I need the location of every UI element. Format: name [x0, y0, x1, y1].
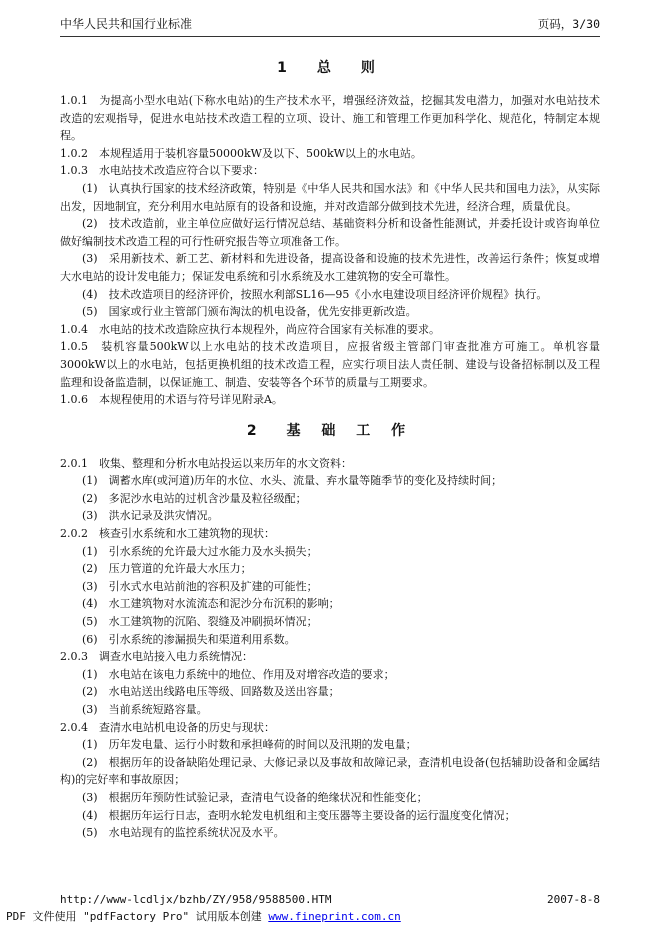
- list-item: (3) 洪水记录及洪灾情况。: [82, 509, 219, 523]
- list-item: (2) 水电站送出线路电压等级、回路数及送出容量；: [82, 685, 340, 699]
- clause-paragraph: 1.0.3 水电站技术改造应符合以下要求：: [60, 164, 264, 178]
- clause-paragraph: 2.0.3 调查水电站接入电力系统情况：: [60, 650, 253, 664]
- clause-paragraph: 1.0.5 装机容量500kW以上水电站的技术改造项目，应报省级主管部门审查批准方可施工。单机容量3000kW以上的水电站，包括更换机组的技术改造工程，应实行项目法人责任制、建设与设备招标制以及工程监理和设备监造制，以保证施工、制造、安装等各个环节的质量与工期要求。: [60, 340, 600, 389]
- list-item: (3) 根据历年预防性试验记录，查清电气设备的绝缘状况和性能变化；: [82, 790, 428, 804]
- page-header: [60, 16, 600, 32]
- standard-title: 中华人民共和国行业标准: [60, 17, 193, 31]
- list-item: (4) 根据历年运行日志，查明水轮发电机组和主变压器等主要设备的运行温度变化情况；: [82, 808, 516, 822]
- list-item: (2) 根据历年的设备缺陷处理记录、大修记录以及事故和故障记录，查清机电设备(包括辅助设备和金属结构)的完好率和事故原因；: [60, 755, 600, 787]
- clause-paragraph: 1.0.2 本规程适用于装机容量50000kW及以下、500kW以上的水电站。: [60, 146, 422, 160]
- list-item: (2) 技术改造前，业主单位应做好运行情况总结、基础资料分析和设备性能测试，并委托设计或咨询单位做好编制技术改造工程的可行性研究报告等立项准备工作。: [60, 217, 600, 248]
- list-item: (5) 水电站现有的监控系统状况及水平。: [82, 826, 285, 840]
- list-item: (3) 当前系统短路容量。: [82, 703, 208, 716]
- clause-paragraph: 1.0.1 为提高小型水电站(下称水电站)的生产技术水平，增强经济效益，挖掘其发电潜力，加强对水电站技术改造的宏观指导，促进水电站技术改造工程的立项、设计、施工和管理工作更加科学化、规范化，特制定本规程。: [60, 94, 600, 143]
- section-title: 1 总 则: [277, 60, 383, 76]
- print-date: 2007-8-8: [547, 893, 600, 906]
- pdf-creator-notice: [6, 909, 401, 925]
- list-item: (2) 多泥沙水电站的过机含沙量及粒径级配；: [82, 491, 307, 505]
- clause-paragraph: 1.0.6 本规程使用的术语与符号详见附录A。: [60, 393, 283, 407]
- clause-paragraph: 2.0.1 收集、整理和分析水电站投运以来历年的水文资料：: [60, 456, 352, 470]
- list-item: (1) 引水系统的允许最大过水能力及水头损失；: [82, 544, 318, 558]
- document-body: [60, 58, 600, 842]
- clause-paragraph: 2.0.2 核查引水系统和水工建筑物的现状：: [60, 527, 275, 541]
- list-item: (1) 调蓄水库(或河道)历年的水位、水头、流量、弃水量等随季节的变化及持续时间；: [82, 474, 503, 488]
- list-item: (3) 采用新技术、新工艺、新材料和先进设备，提高设备和设施的技术先进性，改善运行条件；恢复或增大水电站的设计发电能力；保证发电系统和引水系统及水工建筑物的安全可靠性。: [60, 252, 600, 283]
- clause-paragraph: 1.0.4 水电站的技术改造除应执行本规程外，尚应符合国家有关标准的要求。: [60, 322, 440, 336]
- list-item: (2) 压力管道的允许最大水压力；: [82, 562, 252, 576]
- list-item: (4) 技术改造项目的经济评价，按照水利部SL16—95《小水电建设项目经济评价规程》执行。: [82, 287, 548, 301]
- list-item: (5) 水工建筑物的沉陷、裂缝及冲刷损坏情况；: [82, 615, 318, 629]
- header-rule: [60, 36, 600, 37]
- page-number: 页码，3/30: [537, 17, 600, 31]
- list-item: (5) 国家或行业主管部门颁布淘汰的机电设备，优先安排更新改造。: [82, 305, 417, 319]
- list-item: (4) 水工建筑物对水流流态和泥沙分布沉积的影响；: [82, 597, 340, 611]
- list-item: (1) 水电站在该电力系统中的地位、作用及对增容改造的要求；: [82, 667, 395, 681]
- list-item: (1) 历年发电量、运行小时数和承担峰荷的时间以及汛期的发电量；: [82, 738, 417, 752]
- list-item: (6) 引水系统的渗漏损失和渠道利用系数。: [82, 632, 296, 646]
- source-url: http://www-lcdljx/bzhb/ZY/958/9588500.HTM: [60, 893, 332, 906]
- list-item: (3) 引水式水电站前池的容积及扩建的可能性；: [82, 579, 318, 593]
- list-item: (1) 认真执行国家的技术经济政策，特别是《中华人民共和国水法》和《中华人民共和国电力法》，从实际出发，因地制宜，充分利用水电站原有的设备和设施，并对改造部分做到技术先进，经济合理，质量优良。: [60, 181, 600, 213]
- clause-paragraph: 2.0.4 查清水电站机电设备的历史与现状：: [60, 720, 275, 734]
- section-title: 2 基 础 工 作: [246, 422, 414, 439]
- pdf-notice-text: PDF 文件使用 "pdfFactory Pro" 试用版本创建: [6, 910, 269, 923]
- pdf-notice-link[interactable]: www.fineprint.com.cn: [268, 910, 401, 923]
- page-footer: [60, 893, 600, 907]
